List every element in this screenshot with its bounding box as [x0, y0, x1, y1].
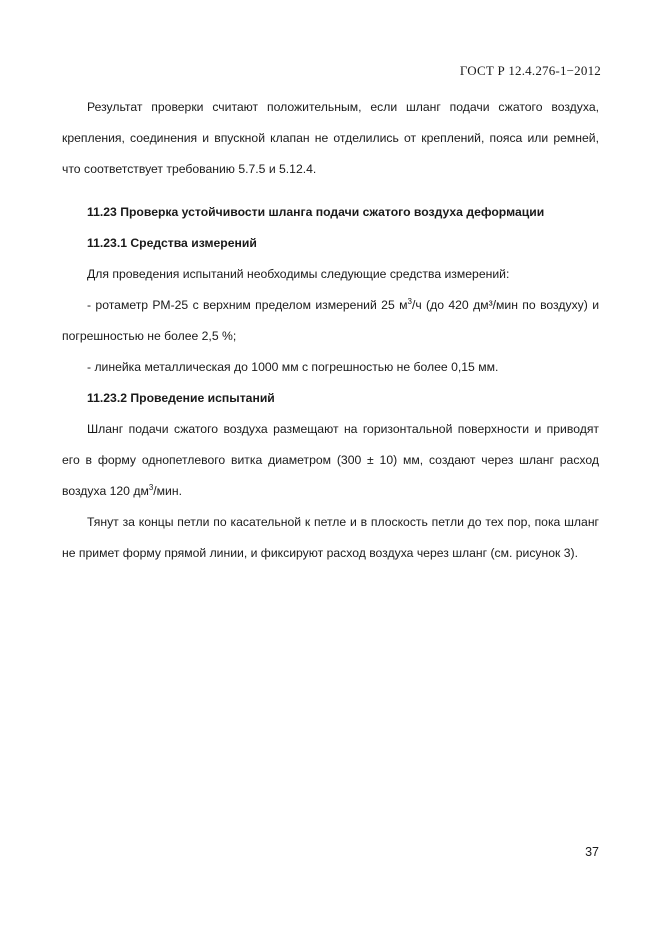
subsection-heading-11-23-1: 11.23.1 Средства измерений — [87, 236, 257, 250]
document-body — [62, 92, 599, 569]
rotameter-text-end: /ч (до 420 дм³/мин по воздуху) и погрешностью не более 2,5 %; — [62, 298, 599, 343]
list-item-rotameter — [62, 290, 599, 352]
paragraph-instruments-intro: Для проведения испытаний необходимы следующие средства измерений: — [87, 267, 510, 281]
subsection-heading-11-23-2: 11.23.2 Проведение испытаний — [87, 391, 275, 405]
section-heading-11-23: 11.23 Проверка устойчивости шланга подачи сжатого воздуха деформации — [87, 205, 545, 219]
cubic-superscript: 3 — [148, 482, 154, 492]
document-code-header: ГОСТ Р 12.4.276-1−2012 — [459, 63, 601, 78]
list-item-ruler: - линейка металлическая до 1000 мм с погрешностью не более 0,15 мм. — [87, 360, 499, 374]
page-number: 37 — [585, 845, 599, 859]
rotameter-text-start: - ротаметр РМ-25 с верхним пределом измерений 25 м — [87, 298, 408, 312]
paragraph-hose-setup — [62, 414, 599, 507]
paragraph-pull-loop: Тянут за концы петли по касательной к петле и в плоскость петли до тех пор, пока шланг не примет форму прямой линии, и фиксируют расход воздуха через шланг (см. рисунок 3). — [62, 515, 599, 560]
hose-setup-text-end: /мин. — [153, 484, 182, 498]
hose-setup-text-start: Шланг подачи сжатого воздуха размещают на горизонтальной поверхности и приводят его в форму однопетлевого витка диаметром (300 ± 10) мм, создают через шланг расход воздуха 120 дм — [62, 422, 599, 498]
paragraph-result: Результат проверки считают положительным, если шланг подачи сжатого воздуха, крепления, соединения и впускной клапан не отделились от креплений, пояса или ремней, что соответствует требованию 5.7.5 и 5.12.4. — [62, 100, 599, 176]
cubic-superscript: 3 — [407, 296, 412, 306]
